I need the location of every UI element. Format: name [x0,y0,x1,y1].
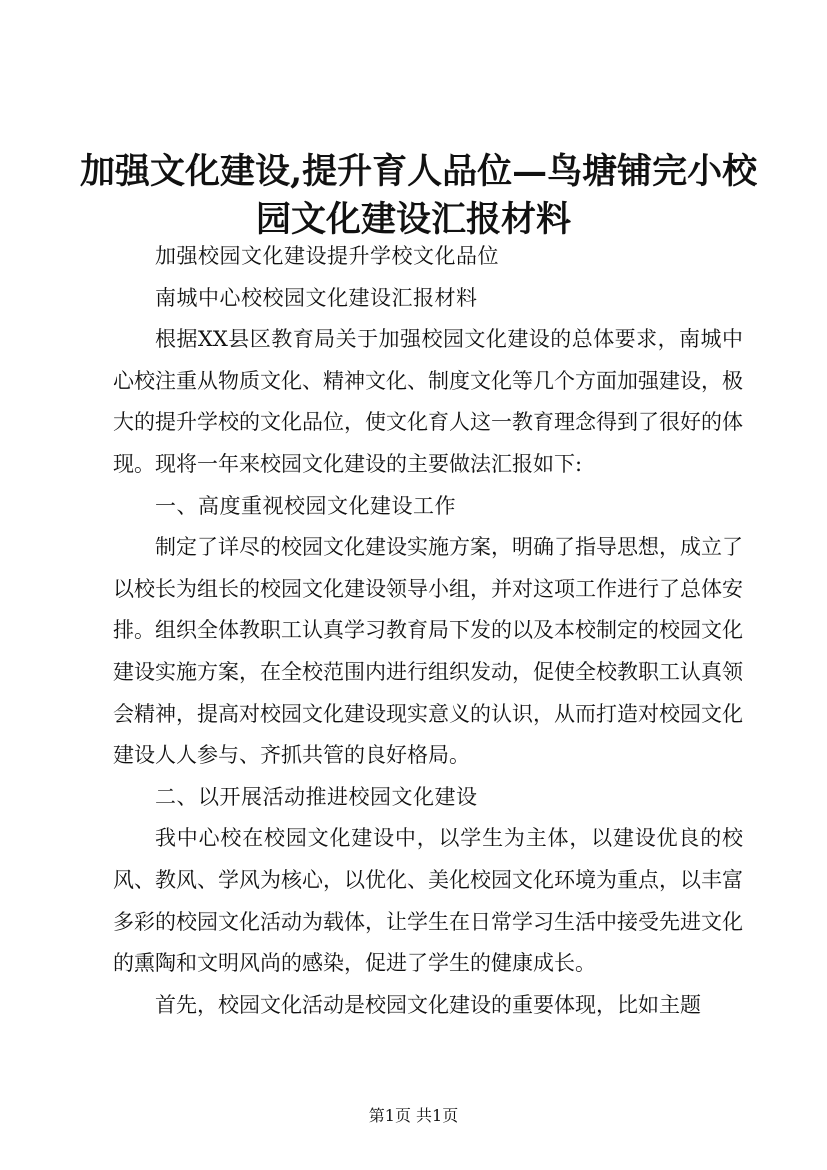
document-body [113,236,743,1026]
intro-paragraph: 根据XX县区教育局关于加强校园文化建设的总体要求，南城中心校注重从物质文化、精神文化、制度文化等几个方面加强建设，极大的提升学校的文化品位，使文化育人这一教育理念得到了很好的体现。现将一年来校园文化建设的主要做法汇报如下: [113,327,743,476]
subtitle-paragraph: 加强校园文化建设提升学校文化品位 [155,244,499,268]
section-2-paragraph: 我中心校在校园文化建设中，以学生为主体，以建设优良的校风、教风、学风为核心，以优化、美化校园文化环境为重点，以丰富多彩的校园文化活动为载体，让学生在日常学习生活中接受先进文化的熏陶和文明风尚的感染，促进了学生的健康成长。 [113,826,743,976]
page-number-footer: 第1页 共1页 [368,1106,459,1125]
title-line-1: 加强文化建设,提升育人品位—鸟塘铺完小校 [80,151,758,192]
section-heading-2: 二、以开展活动推进校园文化建设 [155,784,478,809]
section-heading-1: 一、高度重视校园文化建设工作 [155,493,456,518]
section-1-paragraph: 制定了详尽的校园文化建设实施方案，明确了指导思想，成立了以校长为组长的校园文化建设领导小组，并对这项工作进行了总体安排。组织全体教职工认真学习教育局下发的以及本校制定的校园文化建设实施方案，在全校范围内进行组织发动，促使全校教职工认真领会精神，提高对校园文化建设现实意义的认识，从而打造对校园文化建设人人参与、齐抓共管的良好格局。 [113,535,743,768]
continuation-paragraph: 首先，校园文化活动是校园文化建设的重要体现，比如主题 [155,992,701,1017]
document-title [80,148,758,244]
report-name-paragraph: 南城中心校校园文化建设汇报材料 [155,285,478,310]
title-line-2: 园文化建设汇报材料 [255,199,571,240]
